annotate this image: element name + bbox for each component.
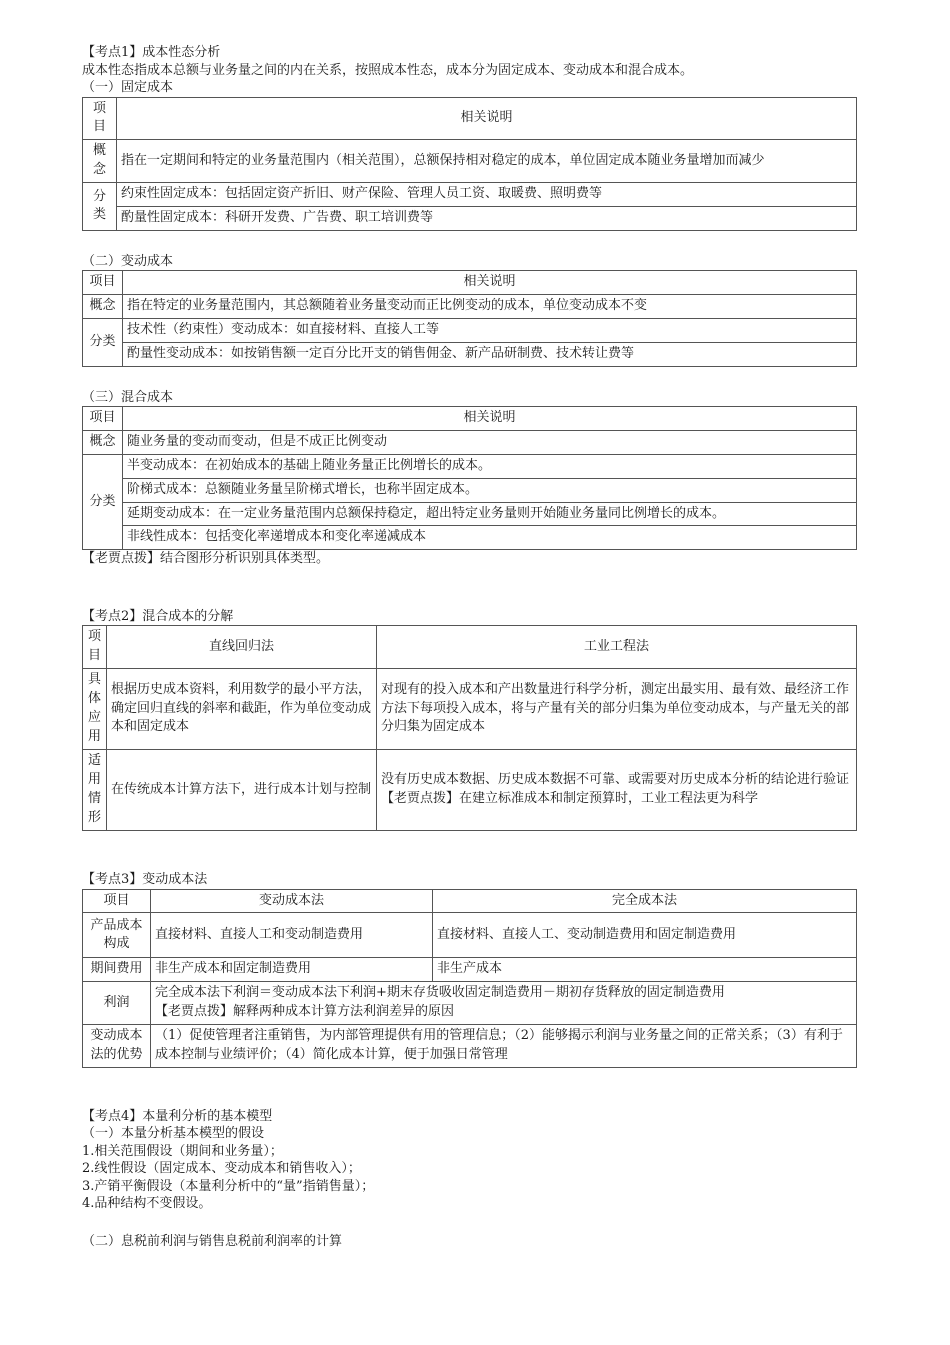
row-label: 利润 <box>83 982 151 1025</box>
table-row <box>83 958 857 982</box>
row-label: 分类 <box>83 454 123 549</box>
table-cell: 约束性固定成本：包括固定资产折旧、财产保险、管理人员工资、取暖费、照明费等 <box>117 183 857 207</box>
table-cell: 酌量性固定成本：科研开发费、广告费、职工培训费等 <box>117 206 857 230</box>
table-cell: 对现有的投入成本和产出数量进行科学分析，测定出最实用、最有效、最经济工作方法下每项投入成本，将与产量有关的部分归集为单位变动成本，与产量无关的部分归集为固定成本 <box>377 669 857 750</box>
header-cell: 相关说明 <box>123 407 857 431</box>
section-4-heading: 【考点4】本量利分析的基本模型 <box>82 1108 273 1124</box>
table-row <box>83 982 857 1025</box>
table-row <box>83 183 857 207</box>
table-row <box>83 140 857 183</box>
section-1-heading: 【考点1】成本性态分析 <box>82 45 221 60</box>
row-label: 适用情形 <box>83 750 107 831</box>
cell-tip: 【老贾点拨】在建立标准成本和制定预算时，工业工程法更为科学 <box>381 791 759 807</box>
row-label: 概念 <box>83 431 123 455</box>
list-item: 1.相关范围假设（期间和业务量）； <box>82 1143 283 1159</box>
header-cell: 工业工程法 <box>377 626 857 669</box>
table-row <box>83 454 857 478</box>
table-cell: 非生产成本 <box>433 958 857 982</box>
table-row <box>83 295 857 319</box>
header-cell: 项目 <box>83 889 151 913</box>
row-label: 概念 <box>83 140 117 183</box>
table-cell: 根据历史成本资料，利用数学的最小平方法，确定回归直线的斜率和截距，作为单位变动成本和固定成本 <box>107 669 377 750</box>
table-row <box>83 271 857 295</box>
list-item: 3.产销平衡假设（本量利分析中的“量”指销售量）； <box>82 1178 375 1194</box>
mixed-cost-title: （三）混合成本 <box>82 389 174 405</box>
table-row <box>83 913 857 958</box>
cell-tip: 【老贾点拨】解释两种成本计算方法利润差异的原因 <box>155 1004 455 1020</box>
mixed-cost-table <box>82 406 857 550</box>
variable-cost-table <box>82 270 857 366</box>
document-page <box>82 44 862 1250</box>
header-cell: 完全成本法 <box>433 889 857 913</box>
header-cell: 项目 <box>83 626 107 669</box>
row-label: 分类 <box>83 183 117 231</box>
table-cell: 非生产成本和固定制造费用 <box>151 958 433 982</box>
cell-text: 完全成本法下利润＝变动成本法下利润+期末存货吸收固定制造费用－期初存货释放的固定制造费用 <box>155 985 725 1001</box>
table-row <box>83 750 857 831</box>
variable-cost-title: （二）变动成本 <box>82 253 174 269</box>
table-row <box>83 502 857 526</box>
table-cell: 直接材料、直接人工和变动制造费用 <box>151 913 433 958</box>
table-cell: 随业务量的变动而变动，但是不成正比例变动 <box>123 431 857 455</box>
section-3-heading: 【考点3】变动成本法 <box>82 872 208 888</box>
fixed-cost-table <box>82 97 857 231</box>
table-row <box>83 431 857 455</box>
table-row <box>83 407 857 431</box>
table-cell: 技术性（约束性）变动成本：如直接材料、直接人工等 <box>123 318 857 342</box>
table-cell: 指在一定期间和特定的业务量范围内（相关范围），总额保持相对稳定的成本，单位固定成本随业务量增加而减少 <box>117 140 857 183</box>
table-cell: （1）促使管理者注重销售，为内部管理提供有用的管理信息；（2）能够揭示利润与业务量之间的正常关系；（3）有利于成本控制与业绩评价；（4）简化成本计算，便于加强日常管理 <box>151 1024 857 1067</box>
table-cell: 直接材料、直接人工、变动制造费用和固定制造费用 <box>433 913 857 958</box>
section-1-intro: 成本性态指成本总额与业务量之间的内在关系，按照成本性态，成本分为固定成本、变动成本和混合成本。 <box>82 62 694 78</box>
header-cell: 相关说明 <box>123 271 857 295</box>
table-cell <box>151 982 857 1025</box>
row-label: 产品成本构成 <box>83 913 151 958</box>
row-label: 变动成本法的优势 <box>83 1024 151 1067</box>
row-label: 分类 <box>83 318 123 366</box>
table-row <box>83 478 857 502</box>
variable-costing-table <box>82 889 857 1068</box>
table-cell: 非线性成本：包括变化率递增成本和变化率递减成本 <box>123 526 857 550</box>
table-row <box>83 526 857 550</box>
table-cell: 酌量性变动成本：如按销售额一定百分比开支的销售佣金、新产品研制费、技术转让费等 <box>123 342 857 366</box>
table-row <box>83 1024 857 1067</box>
row-label: 概念 <box>83 295 123 319</box>
table-row <box>83 318 857 342</box>
header-cell: 项目 <box>83 407 123 431</box>
header-cell: 项目 <box>83 97 117 140</box>
mixed-cost-decomposition-table <box>82 625 857 831</box>
header-cell: 直线回归法 <box>107 626 377 669</box>
header-cell: 项目 <box>83 271 123 295</box>
table-row <box>83 342 857 366</box>
table-cell: 半变动成本：在初始成本的基础上随业务量正比例增长的成本。 <box>123 454 857 478</box>
fixed-cost-title: （一）固定成本 <box>82 80 174 96</box>
table-cell: 延期变动成本：在一定业务量范围内总额保持稳定，超出特定业务量则开始随业务量同比例增长的成本。 <box>123 502 857 526</box>
header-cell: 相关说明 <box>117 97 857 140</box>
table-row <box>83 97 857 140</box>
table-row <box>83 206 857 230</box>
row-label: 具体应用 <box>83 669 107 750</box>
list-item: 4.品种结构不变假设。 <box>82 1196 212 1212</box>
section-4-subheading-2: （二）息税前利润与销售息税前利润率的计算 <box>82 1233 343 1249</box>
table-row <box>83 669 857 750</box>
table-row <box>83 889 857 913</box>
table-cell: 在传统成本计算方法下，进行成本计划与控制 <box>107 750 377 831</box>
list-item: 2.线性假设（固定成本、变动成本和销售收入）； <box>82 1161 361 1177</box>
table-cell: 指在特定的业务量范围内，其总额随着业务量变动而正比例变动的成本，单位变动成本不变 <box>123 295 857 319</box>
header-cell: 变动成本法 <box>151 889 433 913</box>
row-label: 期间费用 <box>83 958 151 982</box>
section-1-tip: 【老贾点拨】结合图形分析识别具体类型。 <box>82 551 330 567</box>
cell-text: 没有历史成本数据、历史成本数据不可靠、或需要对历史成本分析的结论进行验证 <box>381 772 850 788</box>
section-2-heading: 【考点2】混合成本的分解 <box>82 608 234 624</box>
table-row <box>83 626 857 669</box>
section-4-subheading: （一）本量分析基本模型的假设 <box>82 1126 265 1142</box>
table-cell: 阶梯式成本：总额随业务量呈阶梯式增长，也称半固定成本。 <box>123 478 857 502</box>
table-cell <box>377 750 857 831</box>
